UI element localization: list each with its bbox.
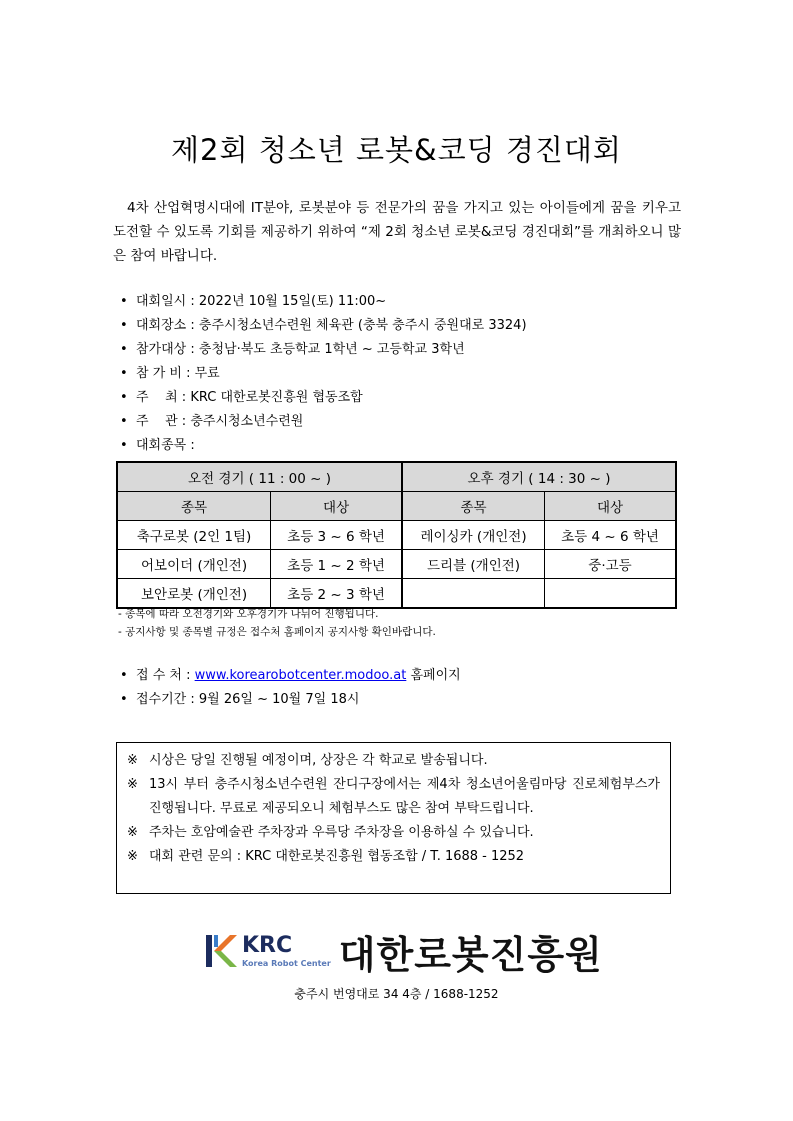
bullet-icon: • bbox=[120, 294, 128, 309]
info-separator: : bbox=[190, 318, 195, 333]
table-header-row bbox=[117, 462, 676, 492]
info-events bbox=[120, 434, 527, 458]
bullet-icon: • bbox=[120, 390, 128, 405]
info-separator: : bbox=[190, 692, 195, 707]
info-separator: : bbox=[190, 294, 195, 309]
cell-pm-event bbox=[402, 579, 544, 609]
info-separator: : bbox=[190, 342, 195, 357]
info-value: 9월 26일 ~ 10월 7일 18시 bbox=[198, 692, 360, 707]
bullet-icon: • bbox=[120, 366, 128, 381]
info-venue bbox=[120, 314, 527, 338]
logo-abbr: KRC bbox=[242, 933, 293, 958]
cell-pm-target: 초등 4 ~ 6 학년 bbox=[545, 521, 676, 550]
footer-address: 충주시 번영대로 34 4층 / 1688-1252 bbox=[294, 987, 499, 1001]
reference-mark-icon: ※ bbox=[127, 753, 138, 768]
logo-english: Korea Robot Center bbox=[242, 959, 331, 968]
notice-text: 13시 부터 충주시청소년수련원 잔디구장에서는 제4차 청소년어울림마당 진로체험부스가 진행됩니다. 무료로 제공되오니 체험부스도 많은 참여 부탁드립니다. bbox=[149, 777, 660, 816]
cell-am-event: 어보이더 (개인전) bbox=[117, 550, 271, 579]
info-value: 홈페이지 bbox=[410, 668, 461, 683]
intro-paragraph: 4차 산업혁명시대에 IT분야, 로봇분야 등 전문가의 꿈을 가지고 있는 아이들에게 꿈을 키우고 도전할 수 있도록 기회를 제공하기 위하여 “제 2회 청소년 로봇&코딩 경진대회”를 개최하오니 많은 참여 바랍니다. bbox=[113, 200, 681, 264]
krc-logo-mark-icon bbox=[204, 931, 238, 971]
notice-item bbox=[127, 821, 660, 845]
cell-am-target: 초등 1 ~ 2 학년 bbox=[271, 550, 402, 579]
notice-text: 시상은 당일 진행될 예정이며, 상장은 각 학교로 발송됩니다. bbox=[149, 753, 488, 768]
cell-am-event: 보안로봇 (개인전) bbox=[117, 579, 271, 609]
bullet-icon: • bbox=[120, 318, 128, 333]
cell-pm-event: 드리블 (개인전) bbox=[402, 550, 544, 579]
cell-pm-event: 레이싱카 (개인전) bbox=[402, 521, 544, 550]
event-info-list bbox=[120, 290, 527, 458]
krc-logo bbox=[204, 926, 603, 976]
info-label: 대회장소 bbox=[136, 318, 187, 333]
info-value: 충주시청소년수련원 bbox=[190, 414, 304, 429]
info-separator: : bbox=[190, 438, 195, 453]
col-target-am: 대상 bbox=[271, 492, 402, 521]
col-event-pm: 종목 bbox=[402, 492, 544, 521]
table-notes bbox=[118, 605, 436, 641]
info-value: 충주시청소년수련원 체육관 (충북 충주시 중원대로 3324) bbox=[198, 318, 527, 333]
info-label: 참가대상 bbox=[136, 342, 187, 357]
info-date bbox=[120, 290, 527, 314]
info-separator: : bbox=[181, 390, 187, 405]
info-value: 충청남·북도 초등학교 1학년 ~ 고등학교 3학년 bbox=[198, 342, 465, 357]
registration-place bbox=[120, 664, 461, 688]
bullet-icon: • bbox=[120, 342, 128, 357]
info-label: 접 수 처 bbox=[136, 668, 182, 683]
col-event-am: 종목 bbox=[117, 492, 271, 521]
info-fee bbox=[120, 362, 527, 386]
info-label: 주 관 bbox=[136, 414, 178, 429]
registration-period bbox=[120, 688, 461, 712]
cell-pm-target: 중·고등 bbox=[545, 550, 676, 579]
col-target-pm: 대상 bbox=[545, 492, 676, 521]
notice-text: 주차는 호암예술관 주차장과 우륵당 주차장을 이용하실 수 있습니다. bbox=[149, 825, 534, 840]
info-organizer bbox=[120, 410, 527, 434]
info-separator: : bbox=[186, 668, 191, 683]
info-label: 대회종목 bbox=[136, 438, 187, 453]
cell-am-target: 초등 3 ~ 6 학년 bbox=[271, 521, 402, 550]
table-row bbox=[117, 521, 676, 550]
notice-box bbox=[116, 742, 671, 894]
info-host bbox=[120, 386, 527, 410]
reference-mark-icon: ※ bbox=[127, 849, 138, 864]
info-separator: : bbox=[181, 414, 187, 429]
info-value: 2022년 10월 15일(토) 11:00~ bbox=[198, 294, 387, 309]
bullet-icon: • bbox=[120, 414, 128, 429]
bullet-icon: • bbox=[120, 692, 128, 707]
note-line: - 공지사항 및 종목별 규정은 접수처 홈페이지 공지사항 확인바랍니다. bbox=[118, 626, 436, 638]
info-label: 대회일시 bbox=[136, 294, 187, 309]
notice-text: 대회 관련 문의 : KRC 대한로봇진흥원 협동조합 / T. 1688 - 1252 bbox=[149, 849, 525, 864]
notice-item bbox=[127, 749, 660, 773]
notice-item bbox=[127, 845, 660, 869]
morning-header: 오전 경기 ( 11 : 00 ~ ) bbox=[117, 462, 402, 492]
events-table bbox=[116, 461, 677, 609]
cell-pm-target bbox=[545, 579, 676, 609]
info-label: 참 가 비 bbox=[136, 366, 182, 381]
registration-info bbox=[120, 664, 461, 712]
info-label: 접수기간 bbox=[136, 692, 187, 707]
info-label: 주 최 bbox=[136, 390, 178, 405]
info-separator: : bbox=[186, 366, 191, 381]
bullet-icon: • bbox=[120, 438, 128, 453]
logo-text-group bbox=[242, 933, 331, 969]
cell-am-target: 초등 2 ~ 3 학년 bbox=[271, 579, 402, 609]
page-title: 제2회 청소년 로봇&코딩 경진대회 bbox=[171, 133, 622, 167]
afternoon-header: 오후 경기 ( 14 : 30 ~ ) bbox=[402, 462, 676, 492]
info-value: 무료 bbox=[194, 366, 220, 381]
bullet-icon: • bbox=[120, 668, 128, 683]
note-line: - 종목에 따라 오전경기와 오후경기가 나뉘어 진행됩니다. bbox=[118, 608, 379, 620]
info-value: KRC 대한로봇진흥원 협동조합 bbox=[190, 390, 363, 405]
table-row bbox=[117, 550, 676, 579]
logo-korean-name: 대한로봇진흥원 bbox=[338, 932, 603, 977]
reference-mark-icon: ※ bbox=[127, 825, 138, 840]
table-row bbox=[117, 579, 676, 609]
registration-link[interactable]: www.korearobotcenter.modoo.at bbox=[194, 668, 407, 683]
cell-am-event: 축구로봇 (2인 1팀) bbox=[117, 521, 271, 550]
info-participants bbox=[120, 338, 527, 362]
notice-item bbox=[127, 773, 660, 821]
reference-mark-icon: ※ bbox=[127, 777, 138, 792]
table-subheader-row bbox=[117, 492, 676, 521]
